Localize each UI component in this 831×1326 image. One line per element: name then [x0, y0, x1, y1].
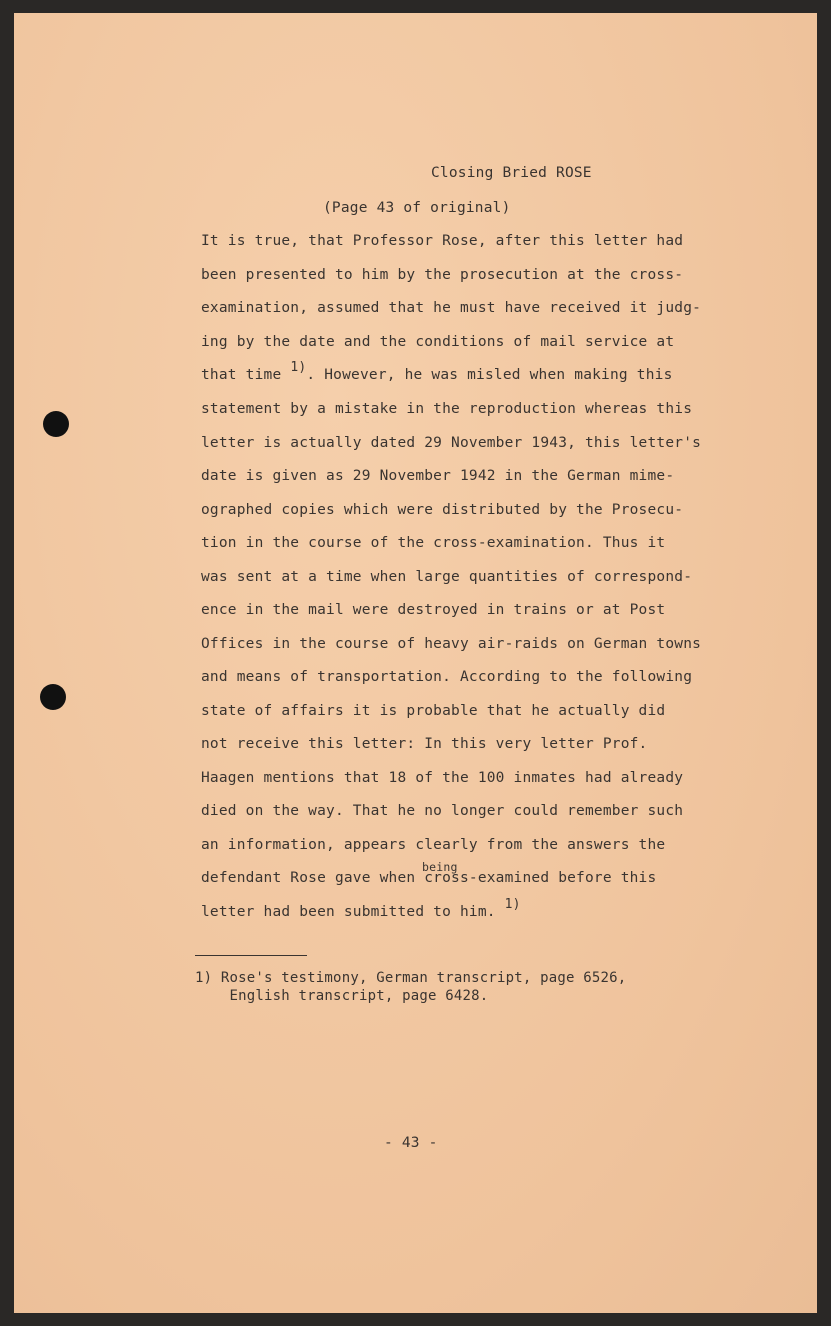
body-line: ographed copies which were distributed by the Prosecu-: [201, 501, 684, 518]
footnote-line: 1) Rose's testimony, German transcript, page 6526,: [195, 970, 627, 986]
body-line: was sent at a time when large quantities of correspond-: [201, 568, 693, 585]
footnote-marker: 1): [290, 360, 307, 375]
document-page: [14, 13, 817, 1313]
body-line: It is true, that Professor Rose, after this letter had: [201, 233, 684, 249]
body-line: date is given as 29 November 1942 in the German mime-: [201, 468, 675, 484]
footnote-divider: [195, 955, 307, 956]
punch-hole-bottom: [40, 684, 66, 710]
body-line: examination, assumed that he must have received it judg-: [201, 300, 702, 316]
footnote-line: English transcript, page 6428.: [195, 988, 489, 1004]
punch-hole-top: [43, 411, 69, 437]
body-line: ing by the date and the conditions of mail service at: [201, 333, 675, 350]
body-line: been presented to him by the prosecution at the cross-: [201, 266, 684, 283]
inserted-word: being: [422, 860, 458, 874]
body-line: not receive this letter: In this very letter Prof.: [201, 736, 648, 752]
body-line: and means of transportation. According to the following: [201, 669, 693, 685]
body-line: an information, appears clearly from the answers the: [201, 836, 666, 853]
body-line: Haagen mentions that 18 of the 100 inmates had already: [201, 769, 684, 786]
page-number: - 43 -: [384, 1135, 438, 1151]
body-line: [201, 360, 673, 383]
footnote-marker: 1): [504, 896, 521, 912]
body-line: letter is actually dated 29 November 1943, this letter's: [201, 434, 702, 451]
body-line: statement by a mistake in the reproduction whereas this: [201, 401, 693, 417]
body-line: Offices in the course of heavy air-raids on German towns: [201, 635, 702, 652]
body-line: ence in the mail were destroyed in trains or at Post: [201, 602, 666, 618]
body-line: defendant Rose gave when cross-examined before this: [201, 870, 657, 886]
body-line-part: . However, he was misled when making this: [306, 367, 673, 383]
page-title: Closing Bried ROSE: [431, 165, 592, 181]
body-line-part: that time: [201, 367, 282, 383]
page-subtitle: (Page 43 of original): [323, 200, 511, 216]
body-line: [201, 896, 521, 920]
body-line: state of affairs it is probable that he actually did: [201, 702, 666, 719]
body-line: tion in the course of the cross-examination. Thus it: [201, 535, 666, 551]
body-line-part: letter had been submitted to him.: [201, 903, 496, 920]
body-line: died on the way. That he no longer could remember such: [201, 803, 684, 819]
